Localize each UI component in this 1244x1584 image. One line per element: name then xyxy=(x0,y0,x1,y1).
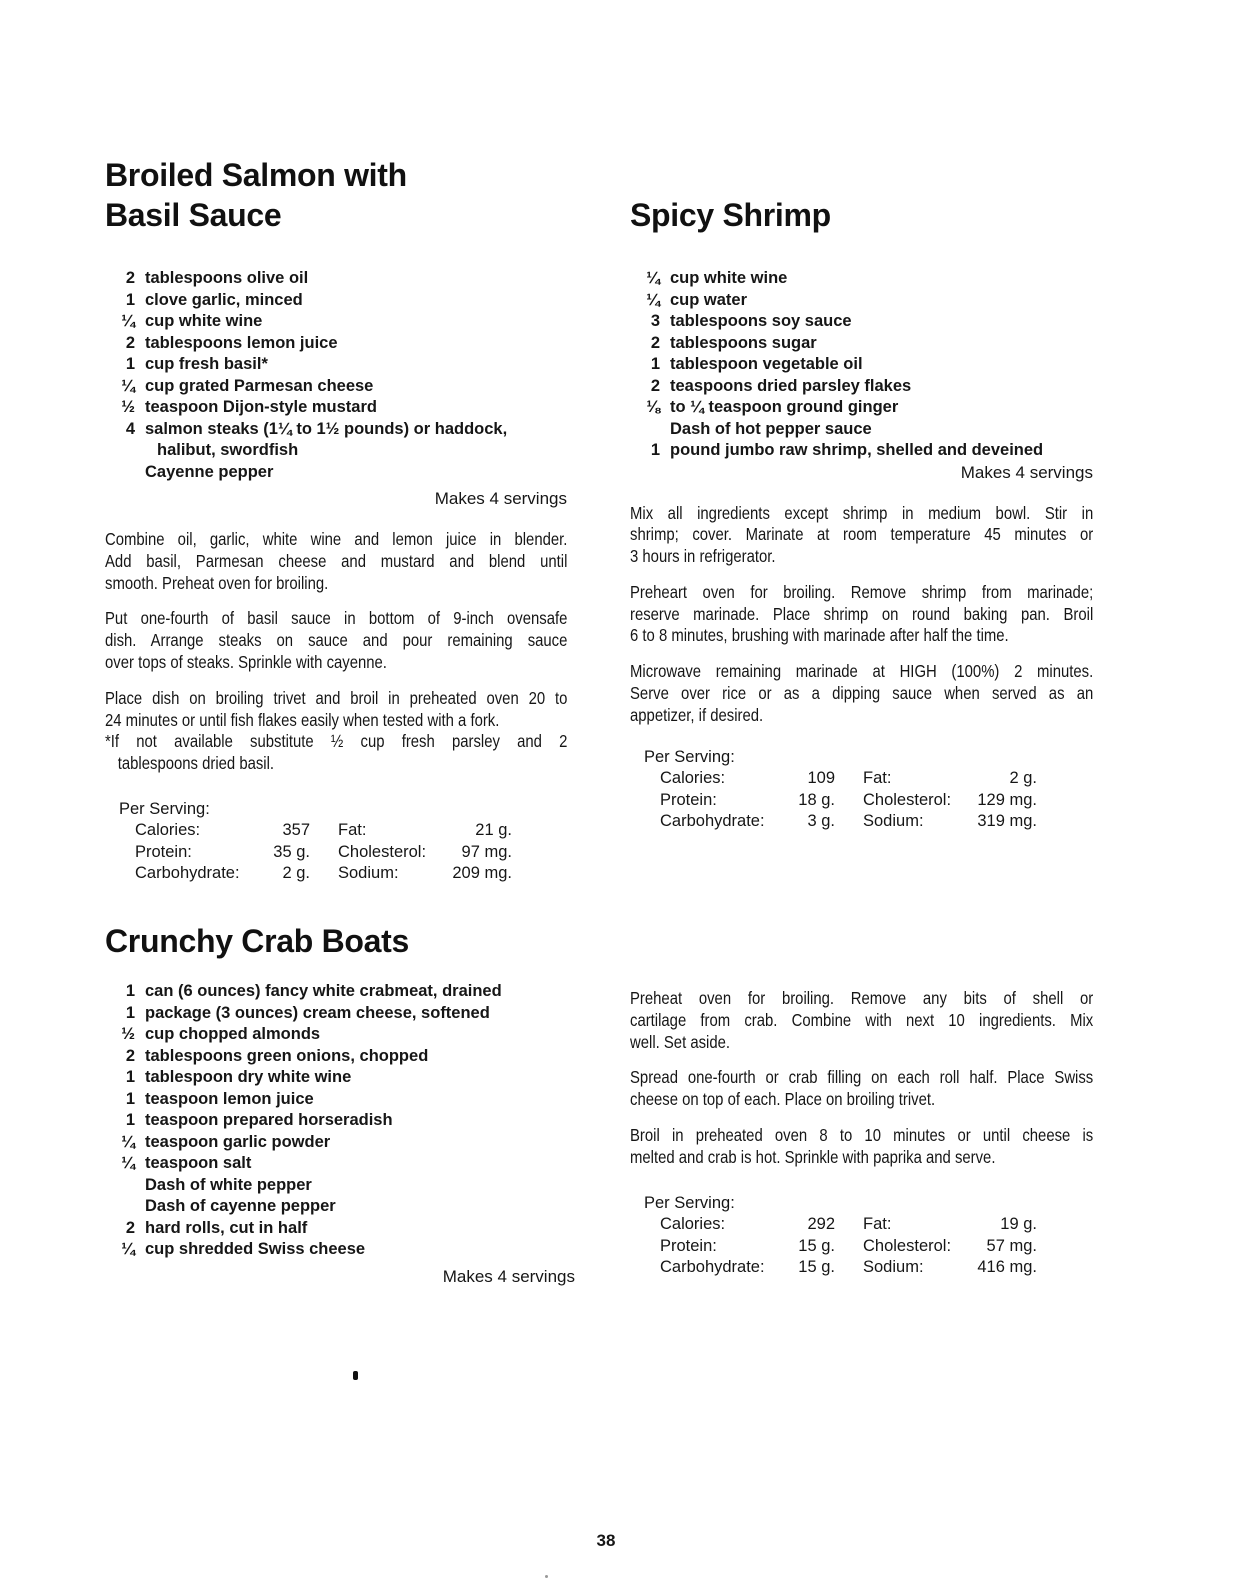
nutrition-table xyxy=(135,820,567,885)
nutrition-value: 15 g. xyxy=(798,1258,835,1277)
directions xyxy=(630,503,1093,727)
recipe-shrimp xyxy=(630,195,1093,833)
ingredient-text: cup chopped almonds xyxy=(145,1025,321,1043)
ingredient-text: teaspoon lemon juice xyxy=(145,1089,314,1108)
nutrition-value: 2 g. xyxy=(1009,769,1037,788)
direction-line: shrimp; cover. Marinate at room temperature 45 minutes or xyxy=(630,524,1094,545)
ingredient-qty: 1 xyxy=(125,290,135,309)
ingredient-row xyxy=(105,981,575,1003)
ingredient-row xyxy=(630,397,1093,419)
ingredient-text: Dash of cayenne pepper xyxy=(145,1197,336,1215)
direction-line: Broil in preheated oven 8 to 10 minutes or until cheese is xyxy=(630,1124,1094,1145)
nutrition-label: Cholesterol: xyxy=(863,1236,952,1255)
nutrition-value: 19 g. xyxy=(1000,1215,1037,1234)
ingredient-row xyxy=(630,333,1093,355)
recipe-crab-ingredients xyxy=(105,921,575,1287)
ingredient-text: tablespoons sugar xyxy=(670,333,817,352)
ingredient-text: cup white wine xyxy=(670,269,788,287)
ingredient-qty: ¼ xyxy=(646,269,660,287)
ingredient-qty: 1 xyxy=(125,1089,135,1108)
direction-line: Microwave remaining marinade at HIGH (100%) 2 minutes. xyxy=(630,661,1094,682)
ingredient-qty: 2 xyxy=(125,1218,135,1237)
ingredient-qty: ¼ xyxy=(121,376,135,395)
direction-line: 3 hours in refrigerator. xyxy=(630,546,776,567)
ingredient-qty xyxy=(105,462,135,484)
ingredient-text: tablespoons green onions, chopped xyxy=(145,1046,429,1065)
nutrition-header: Per Serving: xyxy=(644,1193,735,1212)
nutrition-block xyxy=(644,747,1093,833)
nutrition-value: 15 g. xyxy=(798,1236,835,1255)
ingredient-text: Dash of hot pepper sauce xyxy=(670,419,872,438)
direction-paragraph xyxy=(630,1067,1093,1111)
nutrition-label: Protein: xyxy=(660,790,717,809)
ingredient-qty xyxy=(105,440,135,462)
ingredient-text: hard rolls, cut in half xyxy=(145,1218,308,1237)
nutrition-label: Fat: xyxy=(863,769,892,788)
recipe-title-line: Basil Sauce xyxy=(105,197,282,233)
nutrition-label: Sodium: xyxy=(863,812,924,831)
page-number: 38 xyxy=(596,1531,616,1550)
ingredient-row xyxy=(105,333,567,355)
direction-line: over tops of steaks. Sprinkle with cayenne. xyxy=(105,651,387,672)
ingredient-text: tablespoons olive oil xyxy=(145,269,309,287)
nutrition-value: 21 g. xyxy=(475,821,512,840)
direction-line: cheese on top of each. Place on broiling trivet. xyxy=(630,1089,936,1110)
direction-paragraph xyxy=(630,582,1093,647)
ingredient-row xyxy=(630,376,1093,398)
yield-line: Makes 4 servings xyxy=(434,489,567,508)
nutrition-value: 109 xyxy=(807,769,835,788)
ingredient-text: cup fresh basil* xyxy=(145,355,268,373)
nutrition-table xyxy=(660,768,1093,833)
directions xyxy=(105,529,567,775)
direction-line: 24 minutes or until fish flakes easily when tested with a fork. xyxy=(105,709,500,730)
ingredient-text: teaspoon prepared horseradish xyxy=(145,1111,393,1129)
ingredient-qty: 2 xyxy=(125,1046,135,1065)
yield-line: Makes 4 servings xyxy=(442,1266,575,1286)
ingredient-text: to ¼ teaspoon ground ginger xyxy=(670,398,899,416)
nutrition-label: Protein: xyxy=(660,1236,717,1255)
ingredient-row xyxy=(105,290,567,312)
ingredient-qty: ¼ xyxy=(121,1132,135,1151)
nutrition-label: Carbohydrate: xyxy=(135,864,240,883)
nutrition-label: Carbohydrate: xyxy=(660,1258,765,1277)
nutrition-label: Sodium: xyxy=(863,1258,924,1277)
ingredient-text: pound jumbo raw shrimp, shelled and deveined xyxy=(670,441,1044,459)
direction-line: Spread one-fourth or crab filling on each roll half. Place Swiss xyxy=(630,1067,1094,1088)
ingredient-qty: 2 xyxy=(125,269,135,287)
ingredient-row xyxy=(105,440,567,462)
ingredient-row xyxy=(105,1132,575,1154)
ingredient-qty: 1 xyxy=(125,982,135,1000)
nutrition-label: Calories: xyxy=(660,769,726,788)
ingredient-row xyxy=(630,419,1093,441)
direction-paragraph xyxy=(630,1125,1093,1169)
nutrition-header: Per Serving: xyxy=(119,799,210,818)
ingredient-row xyxy=(630,354,1093,376)
ink-speck xyxy=(353,1371,358,1380)
ingredient-row xyxy=(105,1089,575,1111)
nutrition-value: 3 g. xyxy=(807,812,835,831)
ingredient-row xyxy=(105,354,567,376)
direction-line: 6 to 8 minutes, brushing with marinade after half the time. xyxy=(630,625,1009,646)
nutrition-value: 319 mg. xyxy=(977,812,1037,831)
ingredient-qty: ¼ xyxy=(121,1240,135,1258)
ingredient-qty: 1 xyxy=(650,355,660,373)
direction-paragraph xyxy=(630,988,1093,1053)
ingredient-text: teaspoons dried parsley flakes xyxy=(670,376,912,395)
direction-line: cartilage from crab. Combine with next 10 ingredients. Mix xyxy=(630,1009,1094,1030)
direction-line: Serve over rice or as a dipping sauce when served as an xyxy=(630,683,1094,704)
ingredient-text: Cayenne pepper xyxy=(145,462,274,481)
nutrition-label: Protein: xyxy=(135,842,192,861)
nutrition-value: 416 mg. xyxy=(977,1258,1037,1277)
nutrition-label: Calories: xyxy=(660,1215,726,1234)
ingredient-qty: 1 xyxy=(650,441,660,459)
ingredient-row xyxy=(630,440,1093,462)
recipe-title-crab: Crunchy Crab Boats xyxy=(105,923,409,959)
ingredient-text: cup grated Parmesan cheese xyxy=(145,376,374,395)
direction-paragraph xyxy=(105,529,567,594)
direction-line: Preheart oven for broiling. Remove shrimp from marinade; xyxy=(630,581,1094,602)
direction-paragraph xyxy=(105,608,567,673)
ingredient-row xyxy=(105,1067,575,1089)
direction-paragraph xyxy=(630,503,1093,568)
ingredient-text: tablespoon dry white wine xyxy=(145,1068,352,1086)
nutrition-value: 209 mg. xyxy=(452,864,512,883)
nutrition-value: 57 mg. xyxy=(986,1236,1037,1255)
ingredient-qty: 3 xyxy=(650,312,660,330)
ingredient-qty: 2 xyxy=(650,376,660,395)
ingredient-text: tablespoon vegetable oil xyxy=(670,355,863,373)
nutrition-label: Carbohydrate: xyxy=(660,812,765,831)
ink-speck xyxy=(545,1575,548,1578)
directions xyxy=(630,988,1093,1169)
direction-paragraph xyxy=(105,688,567,732)
ingredient-row xyxy=(630,290,1093,312)
nutrition-label: Fat: xyxy=(863,1215,892,1234)
footnote xyxy=(105,731,567,775)
ingredient-row xyxy=(105,311,567,333)
direction-line: appetizer, if desired. xyxy=(630,704,764,725)
direction-line: melted and crab is hot. Sprinkle with paprika and serve. xyxy=(630,1146,996,1167)
direction-line: well. Set aside. xyxy=(630,1031,731,1052)
nutrition-label: Cholesterol: xyxy=(863,790,952,809)
footnote-line: *If not available substitute ½ cup fresh parsley and 2 xyxy=(105,731,568,752)
direction-paragraph xyxy=(630,661,1093,726)
nutrition-block xyxy=(119,799,567,885)
ingredient-row xyxy=(105,397,567,419)
ingredient-qty: ½ xyxy=(121,398,135,416)
ingredient-qty xyxy=(105,1175,135,1197)
ingredient-qty xyxy=(105,1196,135,1218)
nutrition-table xyxy=(660,1214,1093,1279)
ingredient-list xyxy=(630,268,1093,462)
direction-line: dish. Arrange steaks on sauce and pour remaining sauce xyxy=(105,630,568,651)
recipe-title-salmon xyxy=(105,155,567,235)
nutrition-header: Per Serving: xyxy=(644,747,735,766)
ingredient-row xyxy=(105,1046,575,1068)
ingredient-qty: ¼ xyxy=(121,1154,135,1172)
ingredient-text: can (6 ounces) fancy white crabmeat, drained xyxy=(145,982,502,1000)
nutrition-value: 97 mg. xyxy=(461,842,512,861)
direction-line: Add basil, Parmesan cheese and mustard and blend until xyxy=(105,550,568,571)
ingredient-row xyxy=(630,311,1093,333)
ingredient-qty xyxy=(630,419,660,441)
direction-line: Place dish on broiling trivet and broil in preheated oven 20 to xyxy=(105,687,568,708)
ingredient-row xyxy=(630,268,1093,290)
ingredient-qty: 2 xyxy=(650,333,660,352)
nutrition-label: Cholesterol: xyxy=(338,842,427,861)
ingredient-text: salmon steaks (1¼ to 1½ pounds) or haddock, xyxy=(145,419,508,438)
direction-line: Mix all ingredients except shrimp in medium bowl. Stir in xyxy=(630,502,1094,523)
direction-line: reserve marinade. Place shrimp on round baking pan. Broil xyxy=(630,603,1094,624)
ingredient-text: teaspoon salt xyxy=(145,1154,252,1172)
direction-line: smooth. Preheat oven for broiling. xyxy=(105,572,329,593)
nutrition-value: 2 g. xyxy=(282,864,310,883)
ingredient-row xyxy=(105,1024,575,1046)
ingredient-row xyxy=(105,268,567,290)
ingredient-text: Dash of white pepper xyxy=(145,1175,312,1194)
yield-line: Makes 4 servings xyxy=(960,462,1093,482)
ingredient-qty: 1 xyxy=(125,1068,135,1086)
ingredient-row xyxy=(105,1003,575,1025)
ingredient-row xyxy=(105,1175,575,1197)
recipe-title-shrimp: Spicy Shrimp xyxy=(630,197,831,233)
ingredient-list xyxy=(105,981,575,1261)
ingredient-row xyxy=(105,376,567,398)
ingredient-row xyxy=(105,419,567,441)
ingredient-qty: ½ xyxy=(121,1025,135,1043)
ingredient-row xyxy=(105,1196,575,1218)
ingredient-text: tablespoons soy sauce xyxy=(670,312,852,330)
ingredient-text: teaspoon Dijon-style mustard xyxy=(145,398,377,416)
nutrition-label: Calories: xyxy=(135,821,201,840)
ingredient-text: cup water xyxy=(670,290,748,309)
ingredient-text: cup white wine xyxy=(145,312,263,330)
ingredient-qty: 1 xyxy=(125,1003,135,1022)
nutrition-block xyxy=(644,1193,1093,1279)
ingredient-list xyxy=(105,268,567,483)
ingredient-qty: 1 xyxy=(125,355,135,373)
ingredient-row xyxy=(105,1218,575,1240)
ingredient-qty: ⅛ xyxy=(646,398,660,416)
ingredient-qty: 1 xyxy=(125,1111,135,1129)
ingredient-row xyxy=(105,1153,575,1175)
ingredient-qty: 2 xyxy=(125,333,135,352)
direction-line: Preheat oven for broiling. Remove any bits of shell or xyxy=(630,988,1094,1008)
ingredient-text: tablespoons lemon juice xyxy=(145,333,338,352)
ingredient-text: halibut, swordfish xyxy=(157,441,299,459)
ingredient-text: package (3 ounces) cream cheese, softened xyxy=(145,1003,490,1022)
recipe-crab-directions xyxy=(630,988,1093,1279)
nutrition-value: 18 g. xyxy=(798,790,835,809)
ingredient-text: teaspoon garlic powder xyxy=(145,1132,331,1151)
ingredient-qty: 4 xyxy=(125,419,135,438)
ingredient-text: clove garlic, minced xyxy=(145,290,303,309)
nutrition-value: 35 g. xyxy=(273,842,310,861)
ingredient-row xyxy=(105,1110,575,1132)
direction-line: Combine oil, garlic, white wine and lemon juice in blender. xyxy=(105,529,568,549)
nutrition-value: 292 xyxy=(807,1215,835,1234)
ingredient-row xyxy=(105,1239,575,1261)
ingredient-qty: ¼ xyxy=(121,312,135,330)
direction-line: Put one-fourth of basil sauce in bottom of 9-inch ovensafe xyxy=(105,608,568,629)
ingredient-qty: ¼ xyxy=(646,290,660,309)
nutrition-value: 357 xyxy=(282,821,310,840)
recipe-title-line: Broiled Salmon with xyxy=(105,157,407,193)
recipe-salmon xyxy=(105,155,567,885)
nutrition-label: Fat: xyxy=(338,821,367,840)
nutrition-value: 129 mg. xyxy=(977,790,1037,809)
ingredient-row xyxy=(105,462,567,484)
nutrition-label: Sodium: xyxy=(338,864,399,883)
ingredient-text: cup shredded Swiss cheese xyxy=(145,1240,366,1258)
footnote-line: tablespoons dried basil. xyxy=(117,753,275,774)
